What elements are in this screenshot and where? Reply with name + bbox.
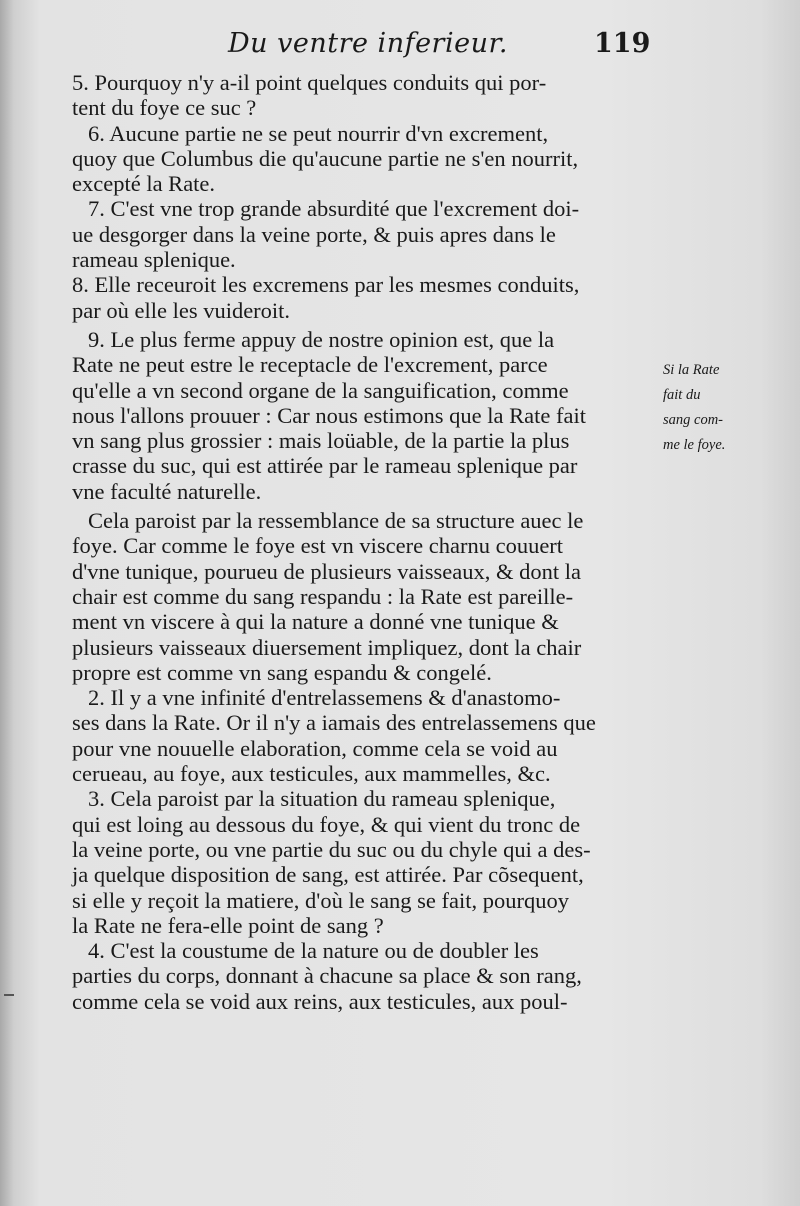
text-line: ment vn viscere à qui la nature a donné vne tunique & [72, 609, 559, 635]
text-line: 8. Elle receuroit les excremens par les mesmes conduits, [72, 272, 580, 298]
marginal-note-line: sang com- [663, 412, 724, 428]
text-line: comme cela se void aux reins, aux testicules, aux poul- [72, 988, 568, 1014]
text-line: rameau splenique. [72, 247, 236, 273]
paragraph-3 [72, 786, 662, 938]
text-line: propre est comme vn sang espandu & congelé. [72, 659, 492, 685]
text-line: ses dans la Rate. Or il n'y a iamais des entrelassemens que [72, 710, 596, 736]
margin-mark [4, 994, 14, 996]
paragraph-2 [72, 685, 662, 786]
paragraph-8 [72, 272, 662, 323]
text-line: la Rate ne fera-elle point de sang ? [72, 912, 384, 938]
marginal-note-line: Si la Rate [663, 362, 720, 378]
text-line: cerueau, au foye, aux testicules, aux mammelles, &c. [72, 761, 551, 787]
text-line: tent du foye ce suc ? [72, 95, 257, 121]
marginal-note-line: me le foye. [663, 437, 726, 453]
text-line: 4. C'est la coustume de la nature ou de doubler les [88, 938, 539, 964]
text-line: vn sang plus grossier : mais loüable, de la partie la plus [72, 428, 570, 454]
paragraph-5 [72, 70, 662, 121]
paragraph-structure [72, 508, 662, 685]
text-line: 6. Aucune partie ne se peut nourrir d'vn excrement, [88, 120, 549, 146]
text-line: nous l'allons prouuer : Car nous estimons que la Rate fait [72, 402, 586, 428]
text-line: qui est loing au dessous du foye, & qui vient du tronc de [72, 811, 581, 837]
page-number: 119 [594, 28, 651, 59]
marginal-note [663, 358, 798, 458]
text-line: excepté la Rate. [72, 171, 216, 197]
marginal-note-line: fait du [663, 387, 701, 403]
text-line: Cela paroist par la ressemblance de sa structure auec le [88, 508, 584, 534]
text-line: 2. Il y a vne infinité d'entrelassemens & d'anastomo- [88, 685, 561, 711]
body-text [72, 70, 662, 1014]
text-line: crasse du suc, qui est attirée par le rameau splenique par [72, 453, 578, 479]
paragraph-6 [72, 121, 662, 197]
text-line: quoy que Columbus die qu'aucune partie ne s'en nourrit, [72, 145, 579, 171]
text-line: ue desgorger dans la veine porte, & puis apres dans le [72, 221, 556, 247]
text-line: parties du corps, donnant à chacune sa place & son rang, [72, 963, 582, 989]
text-line: la veine porte, ou vne partie du suc ou du chyle qui a des- [72, 836, 591, 862]
text-line: chair est comme du sang respandu : la Rate est pareille- [72, 583, 574, 609]
text-line: par où elle les vuideroit. [72, 297, 291, 323]
paragraph-7 [72, 196, 662, 272]
text-line: d'vne tunique, pourueu de plusieurs vaisseaux, & dont la [72, 558, 581, 584]
text-line: foye. Car comme le foye est vn viscere charnu couuert [72, 533, 564, 559]
text-line: 7. C'est vne trop grande absurdité que l'excrement doi- [88, 196, 580, 222]
paragraph-9 [72, 327, 662, 504]
text-line: si elle y reçoit la matiere, d'où le sang se fait, pourquoy [72, 887, 570, 913]
page-header [0, 28, 800, 68]
text-line: 5. Pourquoy n'y a-il point quelques conduits qui por- [72, 70, 547, 95]
text-line: ja quelque disposition de sang, est attirée. Par cõsequent, [72, 862, 584, 888]
text-line: qu'elle a vn second organe de la sanguification, comme [72, 377, 569, 403]
text-line: 9. Le plus ferme appuy de nostre opinion est, que la [88, 326, 555, 352]
text-line: 3. Cela paroist par la situation du rameau splenique, [88, 786, 556, 812]
paragraph-4 [72, 938, 662, 1014]
text-line: Rate ne peut estre le receptacle de l'excrement, parce [72, 352, 548, 378]
text-line: plusieurs vaisseaux diuersement impliquez, dont la chair [72, 634, 582, 660]
text-line: vne faculté naturelle. [72, 478, 262, 504]
running-title: Du ventre inferieur. [228, 28, 508, 59]
text-line: pour vne nouuelle elaboration, comme cela se void au [72, 735, 558, 761]
